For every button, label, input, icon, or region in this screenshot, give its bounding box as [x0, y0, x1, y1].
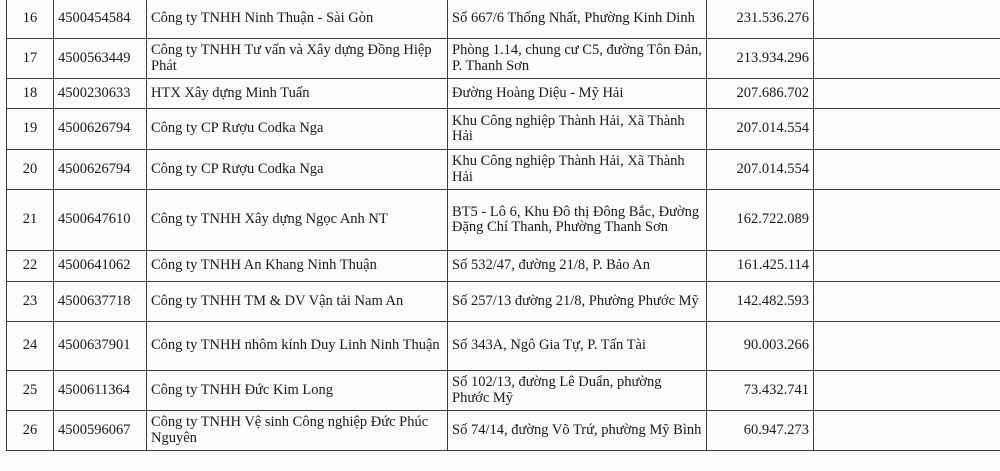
note-cell	[814, 251, 1000, 282]
tax-code: 4500611364	[54, 371, 147, 411]
row-number: 17	[7, 39, 54, 79]
table-row	[7, 79, 1000, 109]
table-row	[7, 39, 1000, 79]
table-row	[7, 282, 1000, 322]
tax-code: 4500637901	[54, 322, 147, 371]
company-address: Số 343A, Ngô Gia Tự, P. Tấn Tài	[448, 322, 707, 371]
table-row	[7, 0, 1000, 39]
debt-amount: 207.014.554	[707, 150, 814, 190]
debt-amount: 162.722.089	[707, 190, 814, 251]
company-address: Đường Hoàng Diệu - Mỹ Hải	[448, 79, 707, 109]
company-name: Công ty TNHH TM & DV Vận tải Nam An	[147, 282, 448, 322]
tax-code: 4500596067	[54, 411, 147, 451]
row-number: 20	[7, 150, 54, 190]
note-cell	[814, 79, 1000, 109]
row-number: 26	[7, 411, 54, 451]
company-address: Số 667/6 Thống Nhất, Phường Kinh Dinh	[448, 0, 707, 39]
tax-code: 4500626794	[54, 150, 147, 190]
company-name: Công ty CP Rượu Codka Nga	[147, 109, 448, 150]
row-number: 22	[7, 251, 54, 282]
row-number: 18	[7, 79, 54, 109]
company-name: Công ty TNHH Tư vấn và Xây dựng Đồng Hiệp Phát	[147, 39, 448, 79]
table-row	[7, 109, 1000, 150]
row-number: 19	[7, 109, 54, 150]
debt-amount: 213.934.296	[707, 39, 814, 79]
debt-amount: 161.425.114	[707, 251, 814, 282]
table-row	[7, 251, 1000, 282]
table-row	[7, 190, 1000, 251]
company-name: HTX Xây dựng Minh Tuấn	[147, 79, 448, 109]
company-name: Công ty TNHH Ninh Thuận - Sài Gòn	[147, 0, 448, 39]
note-cell	[814, 109, 1000, 150]
company-name: Công ty TNHH Đức Kim Long	[147, 371, 448, 411]
debt-amount: 231.536.276	[707, 0, 814, 39]
company-name: Công ty TNHH An Khang Ninh Thuận	[147, 251, 448, 282]
debt-amount: 73.432.741	[707, 371, 814, 411]
debt-amount: 90.003.266	[707, 322, 814, 371]
tax-code: 4500230633	[54, 79, 147, 109]
note-cell	[814, 190, 1000, 251]
note-cell	[814, 0, 1000, 39]
note-cell	[814, 282, 1000, 322]
debt-amount: 207.686.702	[707, 79, 814, 109]
row-number: 23	[7, 282, 54, 322]
row-number: 21	[7, 190, 54, 251]
company-name: Công ty TNHH Vệ sinh Công nghiệp Đức Phúc Nguyên	[147, 411, 448, 451]
table-row	[7, 411, 1000, 451]
company-address: Số 74/14, đường Võ Trứ, phường Mỹ Bình	[448, 411, 707, 451]
tax-code: 4500454584	[54, 0, 147, 39]
table-row	[7, 322, 1000, 371]
note-cell	[814, 322, 1000, 371]
debt-amount: 207.014.554	[707, 109, 814, 150]
tax-code: 4500626794	[54, 109, 147, 150]
tax-code: 4500637718	[54, 282, 147, 322]
debt-amount: 60.947.273	[707, 411, 814, 451]
company-address: Phòng 1.14, chung cư C5, đường Tôn Đản, P. Thanh Sơn	[448, 39, 707, 79]
note-cell	[814, 371, 1000, 411]
tax-code: 4500563449	[54, 39, 147, 79]
company-address: Số 257/13 đường 21/8, Phường Phước Mỹ	[448, 282, 707, 322]
company-address: Khu Công nghiệp Thành Hải, Xã Thành Hải	[448, 150, 707, 190]
company-name: Công ty CP Rượu Codka Nga	[147, 150, 448, 190]
table-row	[7, 371, 1000, 411]
company-address: Số 532/47, đường 21/8, P. Bảo An	[448, 251, 707, 282]
company-address: Số 102/13, đường Lê Duẩn, phường Phước Mỹ	[448, 371, 707, 411]
company-name: Công ty TNHH nhôm kính Duy Linh Ninh Thuận	[147, 322, 448, 371]
note-cell	[814, 39, 1000, 79]
table-row	[7, 150, 1000, 190]
note-cell	[814, 150, 1000, 190]
tax-code: 4500641062	[54, 251, 147, 282]
row-number: 25	[7, 371, 54, 411]
company-name: Công ty TNHH Xây dựng Ngọc Anh NT	[147, 190, 448, 251]
company-address: BT5 - Lô 6, Khu Đô thị Đông Bắc, Đường Đặng Chí Thanh, Phường Thanh Sơn	[448, 190, 707, 251]
row-number: 24	[7, 322, 54, 371]
tax-code: 4500647610	[54, 190, 147, 251]
note-cell	[814, 411, 1000, 451]
row-number: 16	[7, 0, 54, 39]
company-address: Khu Công nghiệp Thành Hải, Xã Thành Hải	[448, 109, 707, 150]
debt-amount: 142.482.593	[707, 282, 814, 322]
tax-debt-table	[6, 0, 1000, 451]
